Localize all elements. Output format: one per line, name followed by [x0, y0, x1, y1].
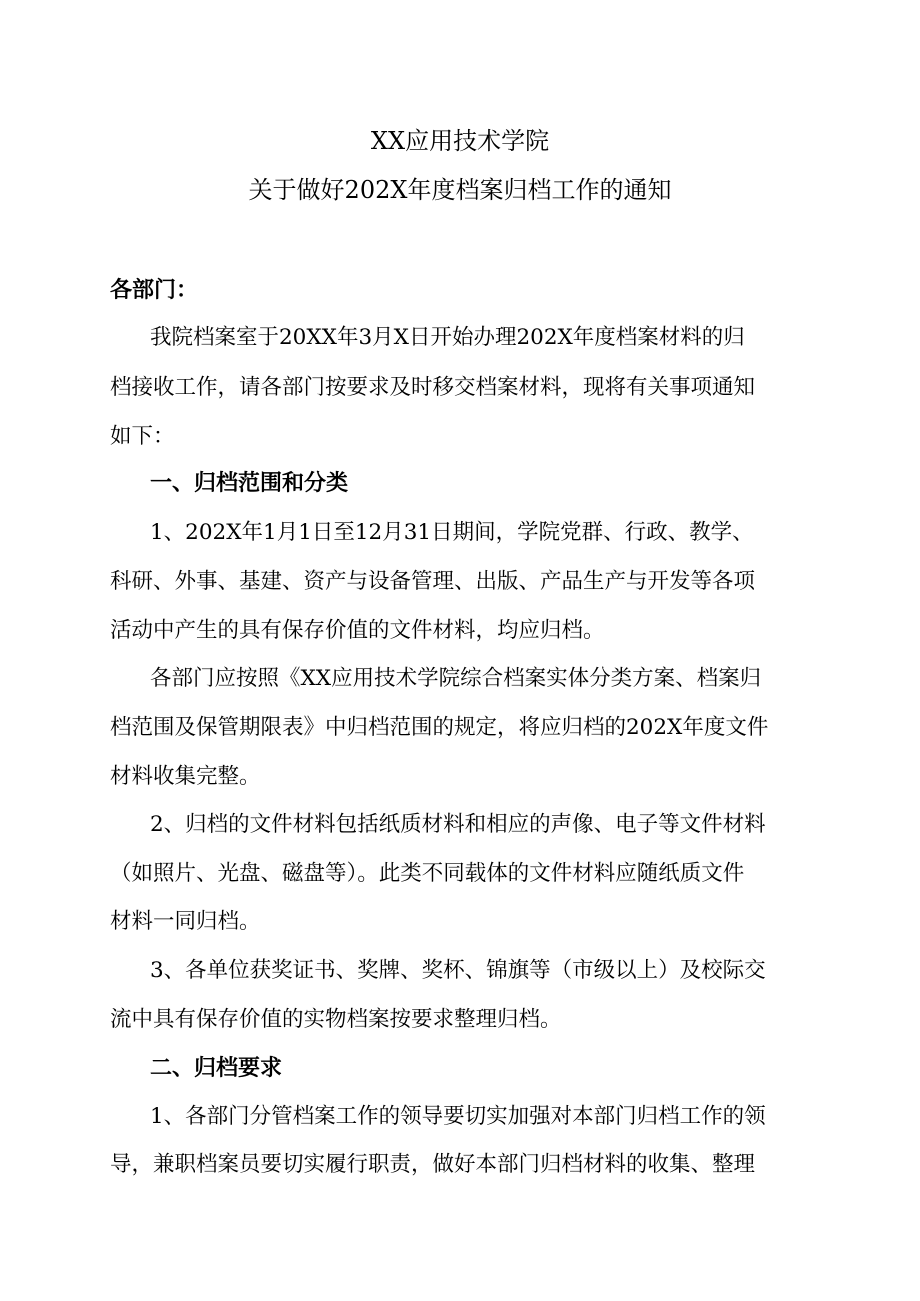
paragraph-line: 1、各部门分管档案工作的领导要切实加强对本部门归档工作的领	[150, 1104, 766, 1129]
paragraph-line: 1、202X年1月1日至12月31日期间，学院党群、行政、教学、	[150, 520, 754, 545]
paragraph-line: 科研、外事、基建、资产与设备管理、出版、产品生产与开发等各项	[110, 569, 756, 594]
intro-line: 档接收工作，请各部门按要求及时移交档案材料，现将有关事项通知	[110, 375, 756, 400]
paragraph-line: 材料一同归档。	[110, 909, 261, 934]
paragraph-line: 材料收集完整。	[110, 764, 261, 789]
salutation: 各部门：	[110, 277, 199, 303]
paragraph-line: 各部门应按照《XX应用技术学院综合档案实体分类方案、档案归	[150, 666, 762, 691]
paragraph-line: 档范围及保管期限表》中归档范围的规定，将应归档的202X年度文件	[110, 715, 769, 740]
paragraph-line: 3、各单位获奖证书、奖牌、奖杯、锦旗等（市级以上）及校际交	[150, 958, 766, 983]
document-title-notice: 关于做好202X年度档案归档工作的通知	[248, 176, 672, 204]
paragraph-line: （如照片、光盘、磁盘等）。此类不同载体的文件材料应随纸质文件	[110, 861, 745, 886]
paragraph-line: 2、归档的文件材料包括纸质材料和相应的声像、电子等文件材料	[150, 812, 766, 837]
section-heading-requirements: 二、归档要求	[150, 1055, 283, 1081]
intro-line: 我院档案室于20XX年3月X日开始办理202X年度档案材料的归	[150, 325, 745, 350]
intro-line: 如下：	[110, 424, 175, 449]
paragraph-line: 流中具有保存价值的实物档案按要求整理归档。	[110, 1007, 562, 1032]
document-title-institution: XX应用技术学院	[370, 127, 550, 155]
paragraph-line: 导，兼职档案员要切实履行职责，做好本部门归档材料的收集、整理	[110, 1152, 756, 1177]
paragraph-line: 活动中产生的具有保存价值的文件材料，均应归档。	[110, 618, 605, 643]
section-heading-scope: 一、归档范围和分类	[150, 470, 349, 496]
